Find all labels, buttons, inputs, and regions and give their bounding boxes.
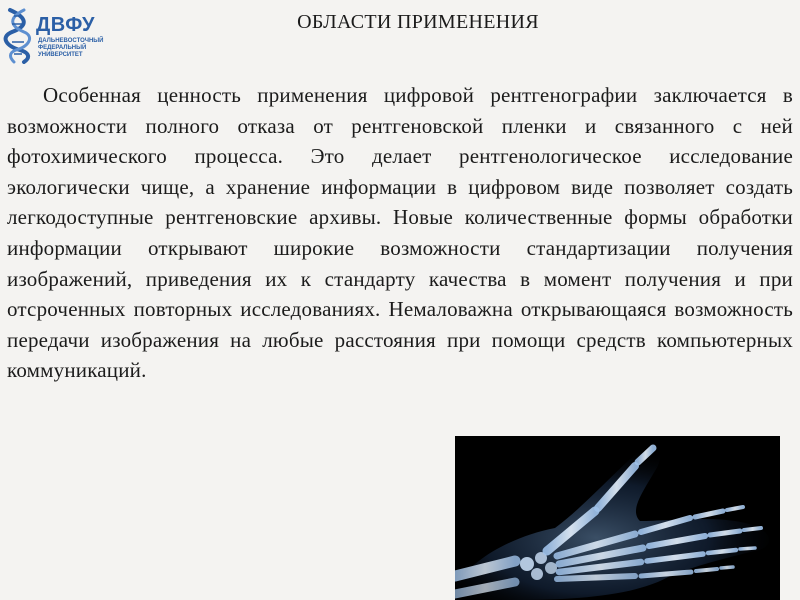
logo-subtitle-line: УНИВЕРСИТЕТ [38,52,83,58]
hand-xray-graphic [455,436,780,600]
dna-helix-icon [2,6,36,64]
logo-subtitle [38,38,108,59]
hand-xray-image [455,436,780,600]
body-paragraph: Особенная ценность применения цифровой рентгенографии заключается в возможности полного отказа от рентгеновской пленки и связанного с ней фотохимического процесса. Это делает рентгенологическое исследование экологически чище, а хранение информации в цифровом виде позволяет создать легкодоступные рентгеновские архивы. Новые количественные формы обработки информации открывают широкие возможности стандартизации получения изображений, приведения их к стандарту качества в момент получения и при отсроченных повторных исследованиях. Немаловажна открывающаяся возможность передачи изображения на любые расстояния при помощи средств компьютерных коммуникаций. [7,83,793,383]
university-logo [2,6,112,64]
logo-name: ДВФУ [36,14,95,36]
logo-subtitle-line: ДАЛЬНЕВОСТОЧНЫЙ [38,38,104,44]
logo-subtitle-line: ФЕДЕРАЛЬНЫЙ [38,45,87,51]
slide-title: ОБЛАСТИ ПРИМЕНЕНИЯ [297,11,539,33]
